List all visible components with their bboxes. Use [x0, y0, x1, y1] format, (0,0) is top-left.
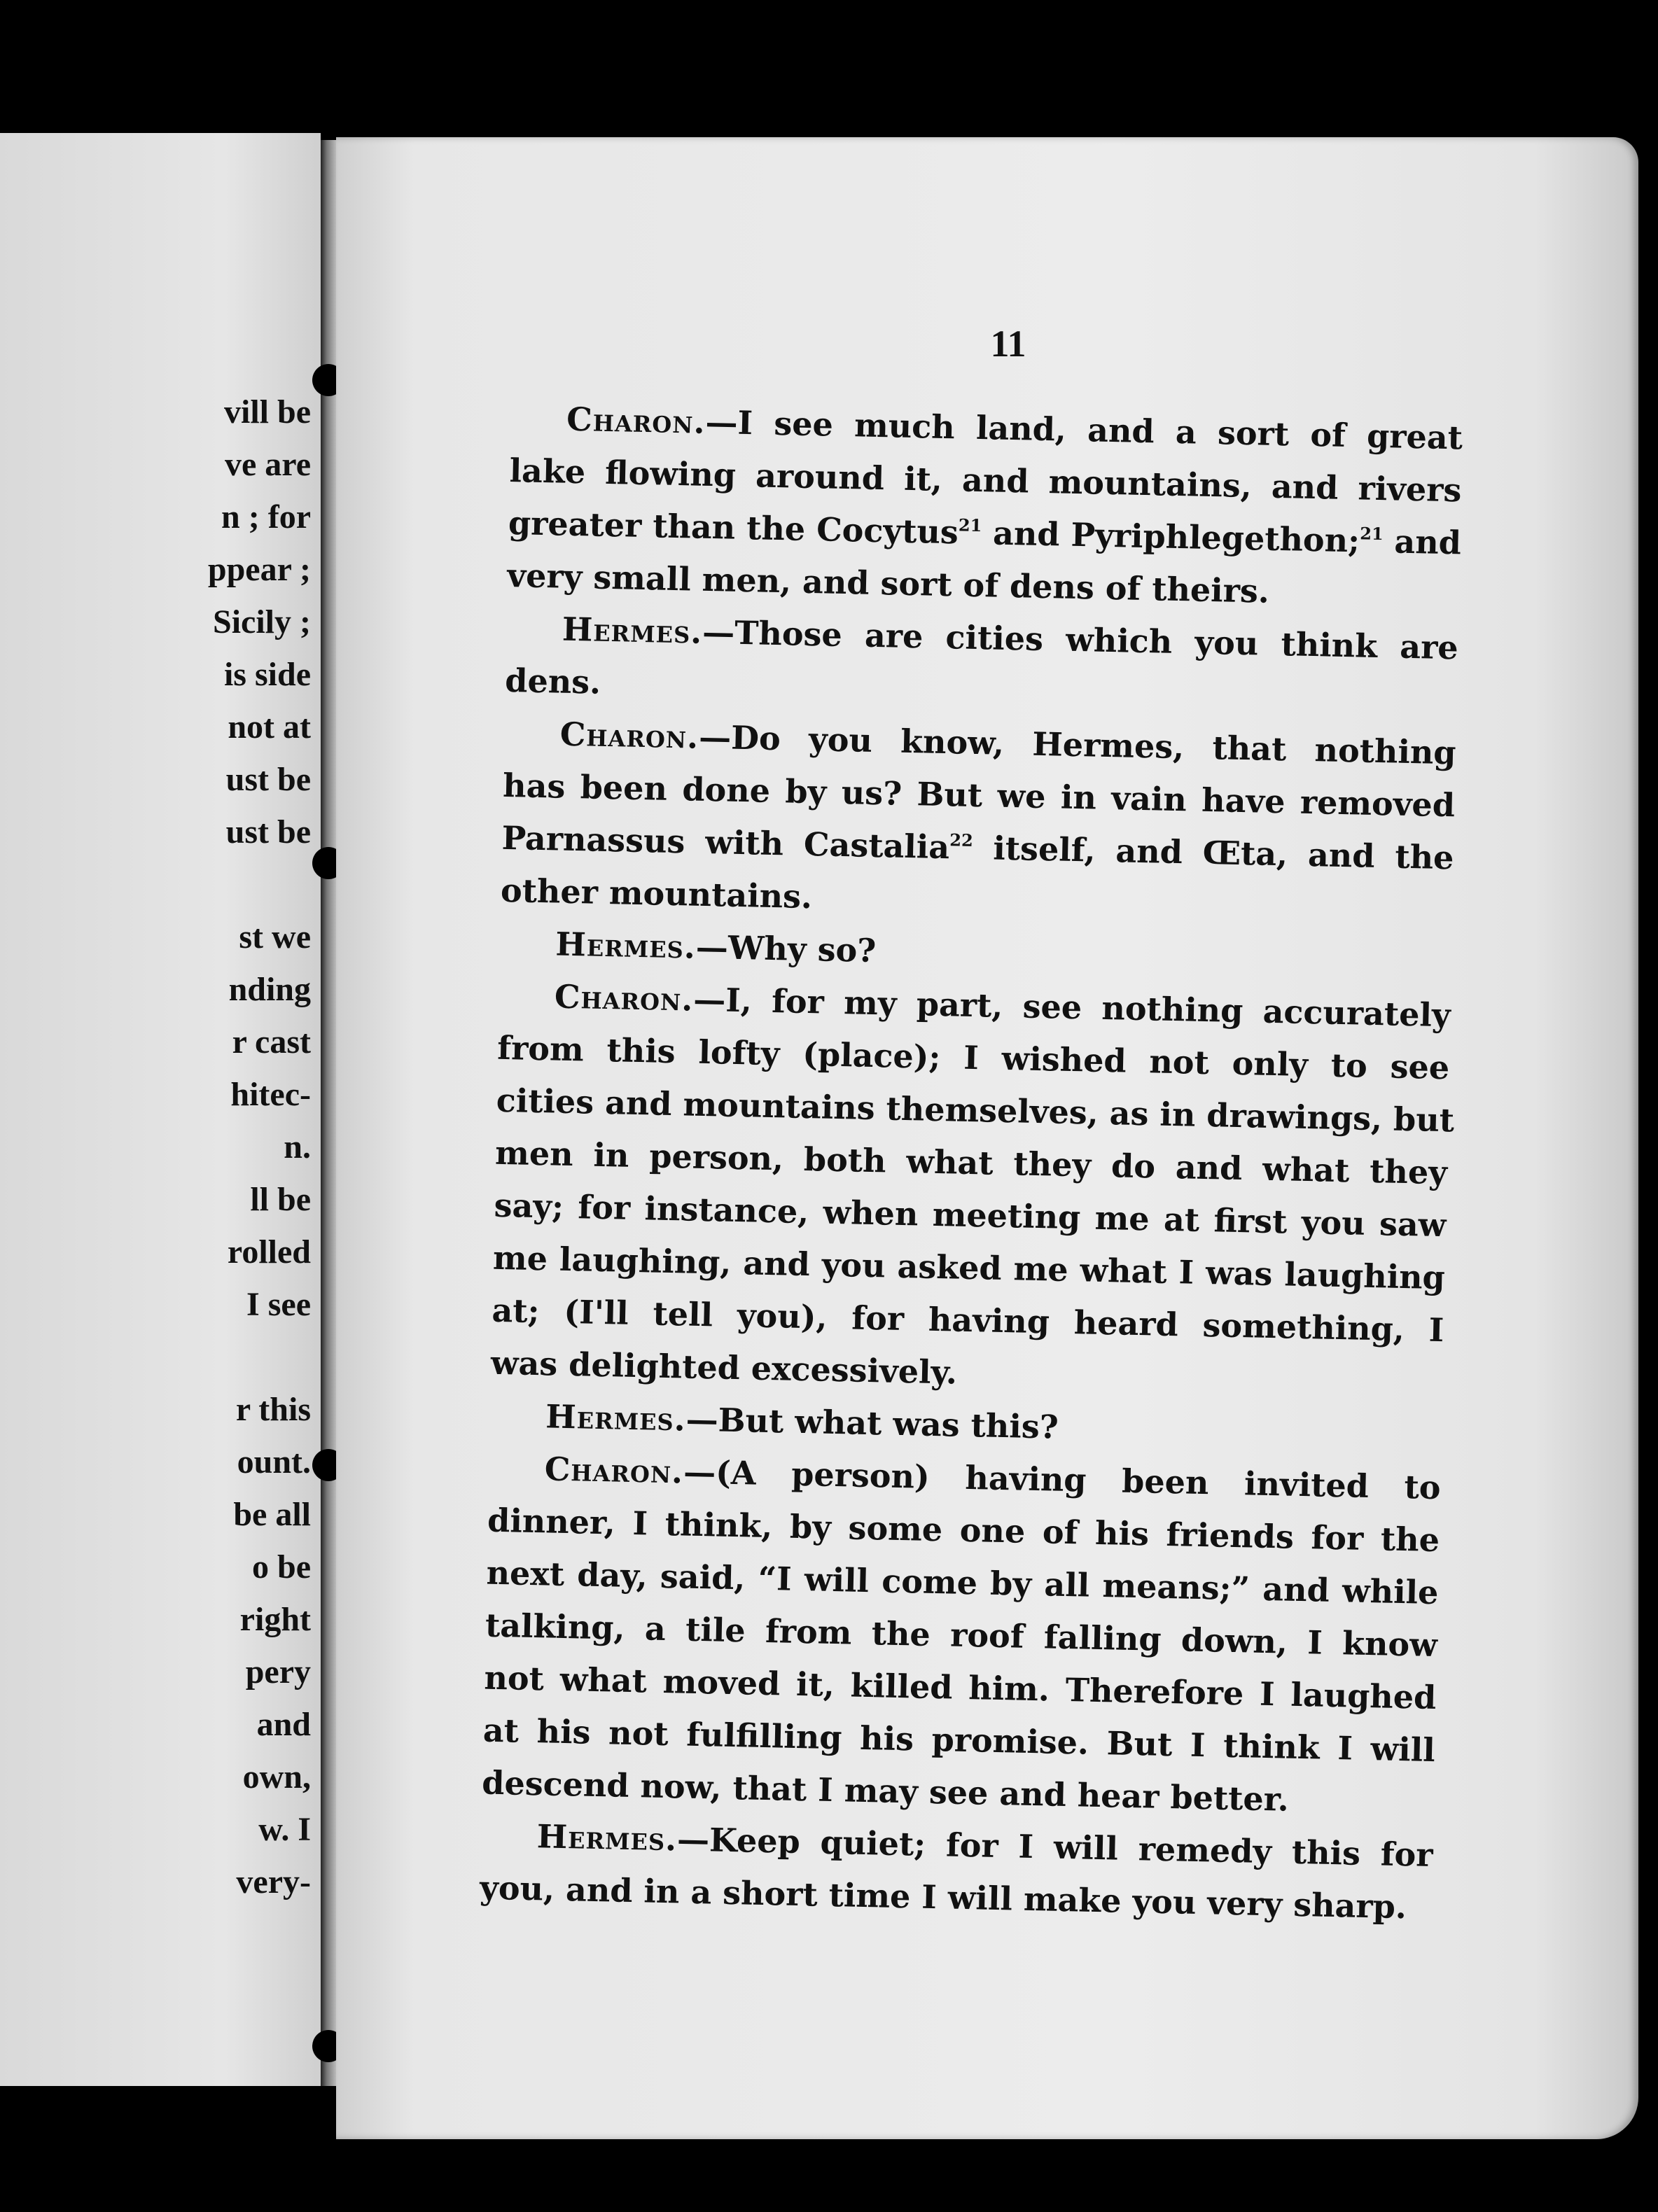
line-text: from this lofty (place); I wished not only to see: [496, 1028, 1450, 1087]
left-page-text-fragment: hitec-: [230, 1076, 311, 1113]
line-text: talking, a tile from the roof falling down, I know: [485, 1606, 1438, 1665]
left-page-text-fragment: I see: [246, 1286, 311, 1323]
line-text: itself, and Œta, and the: [972, 828, 1454, 877]
left-page-text-fragment: n.: [284, 1128, 311, 1166]
dialogue-paragraph: [505, 602, 1459, 727]
line-text: very small men, and sort of dens of theirs.: [506, 556, 1270, 610]
left-page-text-fragment: ust be: [225, 813, 311, 850]
line-text: men in person, both what they do and what they: [494, 1133, 1448, 1192]
speaker-name: Charon.: [566, 400, 706, 441]
body-text: [479, 392, 1463, 1934]
line-text: —Do you know, Hermes, that nothing: [698, 718, 1457, 772]
speaker-name: Hermes.: [562, 610, 703, 651]
page-number: 11: [990, 323, 1026, 365]
line-text: not what moved it, killed him. Therefore I laughed: [483, 1658, 1437, 1717]
left-page-text-fragment: is side: [223, 656, 311, 693]
left-page-edge: [0, 133, 321, 2086]
dialogue-paragraph: [507, 392, 1463, 622]
line-text: dens.: [504, 661, 601, 701]
line-text: me laughing, and you asked me what I was laughing: [492, 1238, 1446, 1297]
dialogue-paragraph: [500, 707, 1456, 937]
left-page-text-fragment: n ; for: [221, 498, 311, 536]
line-text: at his not fulfilling his promise. But I think I will: [482, 1711, 1436, 1770]
line-text: has been done by us? But we in vain have removed: [502, 766, 1456, 825]
left-page-text-fragment: ust be: [225, 761, 311, 798]
speaker-name: Hermes.: [545, 1397, 687, 1438]
line-text: next day, said, “I will come by all means;” and while: [486, 1553, 1439, 1612]
line-text: —But what was this?: [685, 1400, 1059, 1446]
line-text: —I, for my part, see nothing accurately: [692, 980, 1451, 1035]
left-page-text-fragment: o be: [252, 1548, 311, 1586]
left-page-text-fragment: r cast: [232, 1023, 311, 1060]
speaker-name: Hermes.: [555, 925, 697, 966]
line-text: —I see much land, and a sort of great: [705, 402, 1463, 457]
speaker-name: Hermes.: [536, 1817, 678, 1858]
left-page-text-fragment: pery: [245, 1653, 311, 1690]
line-text: other mountains.: [500, 871, 813, 916]
dialogue-paragraph: [479, 1809, 1433, 1934]
left-page-text-fragment: st we: [239, 918, 311, 955]
line-text: —Those are cities which you think are: [702, 612, 1459, 667]
line-text: cities and mountains themselves, as in drawings, but: [496, 1081, 1455, 1140]
left-page-text-fragment: right: [239, 1601, 311, 1638]
line-text: at; (I'll tell you), for having heard something, I: [491, 1291, 1444, 1350]
dialogue-paragraph: [490, 969, 1455, 1409]
left-page-text-fragment: r this: [235, 1391, 311, 1428]
line-text: and: [1382, 522, 1462, 562]
line-text: dinner, I think, by some one of his friends for the: [487, 1501, 1440, 1560]
line-text: and Pyriphlegethon;: [981, 514, 1360, 560]
footnote-marker: 21: [1359, 523, 1384, 545]
line-text: greater than the Cocytus: [508, 503, 959, 552]
left-page-text-fragment: ll be: [250, 1181, 311, 1218]
left-page-text-fragment: ppear ;: [207, 551, 311, 588]
left-page-text-fragment: ve are: [224, 446, 311, 483]
left-page-text-fragment: own,: [242, 1758, 311, 1795]
left-page-text-fragment: w. I: [258, 1811, 311, 1848]
dialogue-paragraph: [482, 1442, 1442, 1829]
line-text: lake flowing around it, and mountains, and rivers: [509, 451, 1462, 510]
speaker-name: Charon.: [544, 1450, 684, 1491]
left-page-text-fragment: vill be: [223, 393, 311, 430]
left-page-text-fragment: nding: [228, 971, 311, 1008]
line-text: say; for instance, when meeting me at first you saw: [494, 1186, 1447, 1245]
speaker-name: Charon.: [554, 977, 694, 1018]
line-text: was delighted excessively.: [490, 1343, 958, 1392]
left-page-text-fragment: be all: [233, 1496, 311, 1533]
book-gutter: [321, 140, 336, 2086]
line-text: —Keep quiet; for I will remedy this for: [676, 1820, 1434, 1875]
left-page-text-fragment: and: [256, 1706, 311, 1743]
line-text: Parnassus with Castalia: [501, 818, 950, 867]
speaker-name: Charon.: [559, 715, 699, 756]
footnote-marker: 21: [958, 514, 982, 536]
left-page-text-fragment: Sicily ;: [213, 603, 311, 640]
line-text: you, and in a short time I will make you very sharp.: [479, 1868, 1407, 1926]
left-page-text-fragment: ount.: [237, 1443, 311, 1480]
line-text: descend now, that I may see and hear better.: [481, 1763, 1290, 1819]
line-text: —(A person) having been invited to: [683, 1452, 1442, 1507]
line-text: —Why so?: [695, 927, 877, 970]
footnote-marker: 22: [949, 830, 974, 850]
left-page-text-fragment: very-: [236, 1863, 311, 1900]
left-page-text-fragment: rolled: [227, 1233, 311, 1270]
left-page-text-fragment: not at: [228, 708, 311, 746]
